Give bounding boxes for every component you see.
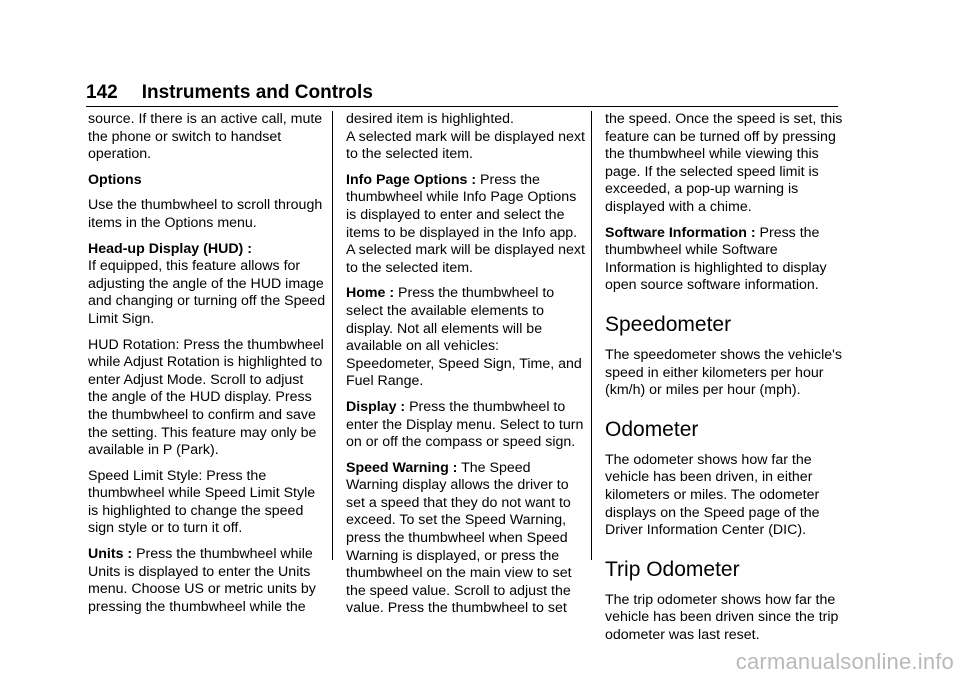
hud-entry	[88, 241, 326, 329]
info-text: Press the thumbwheel while Info Page Options is displayed to enter and select the items to be displayed in the Info app. A selected mark will be displayed next to the selected item.	[346, 171, 585, 276]
units-label: Units :	[88, 546, 133, 563]
watermark-link[interactable]: carmanualsonline.info	[735, 649, 954, 674]
column-3	[605, 111, 843, 652]
home-entry	[346, 285, 586, 391]
paragraph: desired item is highlighted. A selected mark will be displayed next to the selected item.	[346, 111, 585, 163]
info-page-entry	[346, 172, 586, 278]
display-text: Press the thumbwheel to enter the Display menu. Select to turn on or off the compass or speed sign.	[346, 398, 584, 451]
speed-warning-text: The Speed Warning display allows the driver to set a speed that they do not want to exceed. To set the Speed Warning, press the thumbwheel when Speed Warning is displayed, or press the thumbwheel on the main view to set the speed value. Scroll to adjust the value. Press the thumbwheel to set	[346, 459, 572, 617]
units-text: Press the thumbwheel while Units is displayed to enter the Units menu. Choose US or metric units by pressing the thumbwheel while the	[88, 546, 316, 615]
odometer-text: The odometer shows how far the vehicle has been driven, in either kilometers or miles. The odometer displays on the Speed page of the Driver Information Center (DIC).	[605, 451, 820, 539]
trip-odometer-heading: Trip Odometer	[605, 557, 740, 581]
hud-text: If equipped, this feature allows for adjusting the angle of the HUD image and changing or turning off the Speed Limit Sign.	[88, 258, 326, 327]
speed-warning-entry	[346, 460, 586, 618]
page-header	[86, 81, 838, 105]
odometer-heading: Odometer	[605, 417, 699, 441]
units-entry	[88, 546, 326, 616]
paragraph: Use the thumbwheel to scroll through items in the Options menu.	[88, 197, 323, 231]
paragraph: source. If there is an active call, mute the phone or switch to handset operation.	[88, 111, 323, 163]
column-divider	[332, 111, 333, 560]
section-title: Instruments and Controls	[141, 82, 373, 103]
software-label: Software Information :	[605, 224, 756, 241]
paragraph: the speed. Once the speed is set, this feature can be turned off by pressing the thumbwheel while viewing this page. If the selected speed limit is exceeded, a pop-up warning is displayed with a chime.	[605, 111, 843, 215]
options-heading: Options	[88, 171, 142, 188]
speed-warning-label: Speed Warning :	[346, 459, 458, 476]
column-2	[346, 111, 586, 626]
display-label: Display :	[346, 398, 406, 415]
home-text: Press the thumbwheel to select the available elements to display. Not all elements will be available on all vehicles: Speedometer, Speed Sign, Time, and Fuel Range.	[346, 285, 582, 390]
trip-odometer-text: The trip odometer shows how far the vehicle has been driven since the trip odometer was last reset.	[605, 591, 839, 643]
display-entry	[346, 399, 586, 452]
hud-label: Head-up Display (HUD) :	[88, 240, 252, 257]
info-label: Info Page Options :	[346, 171, 477, 188]
speedometer-heading: Speedometer	[605, 312, 732, 336]
hud-rotation-text: HUD Rotation: Press the thumbwheel while Adjust Rotation is highlighted to enter Adjust Mode. Scroll to adjust the angle of the HUD display. Press the thumbwheel to confirm and save the setting. This feature may only be available in P (Park).	[88, 336, 324, 459]
header-rule	[86, 106, 838, 107]
speedometer-text: The speedometer shows the vehicle's speed in either kilometers per hour (km/h) or miles per hour (mph).	[605, 346, 842, 399]
home-label: Home :	[346, 285, 395, 302]
software-entry	[605, 225, 843, 295]
column-1	[88, 111, 326, 624]
software-text: Press the thumbwheel while Software Information is highlighted to display open source software information.	[605, 224, 827, 294]
page-number: 142	[86, 82, 118, 103]
column-divider	[591, 111, 592, 560]
speed-limit-style-text: Speed Limit Style: Press the thumbwheel while Speed Limit Style is highlighted to change the speed sign style or to turn it off.	[88, 467, 316, 537]
